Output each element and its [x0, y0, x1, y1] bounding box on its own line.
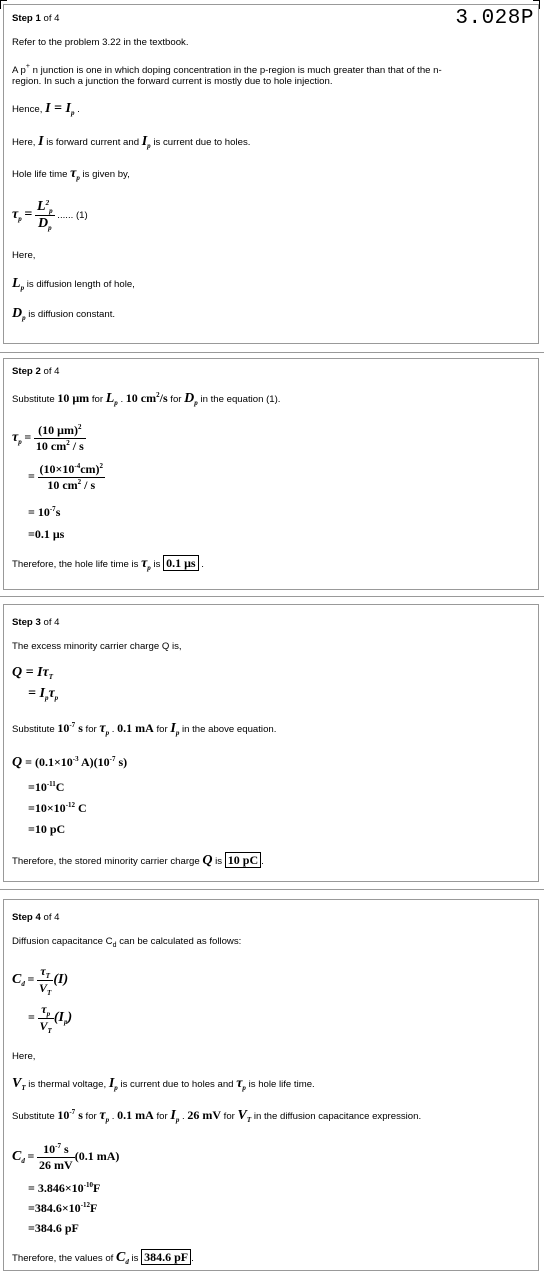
step-3-header: Step 3 of 4: [12, 617, 60, 628]
problem-id: 3.028P: [455, 7, 534, 30]
step-3-result-3: =10 pC: [28, 822, 66, 836]
divider-2: [0, 596, 544, 597]
divider-1: [0, 352, 544, 353]
step-1-intro: Refer to the problem 3.22 in the textbook.: [12, 37, 189, 48]
step-count: of 4: [43, 13, 60, 24]
divider-3: [0, 889, 544, 890]
eq-i-equals-ip: $I = I_p$: [45, 101, 75, 117]
step-1-pn-junction-line-1: A p+ n junction is one in which doping concentration in the p-region is much greater than that of the n-: [12, 63, 442, 76]
step-4-conclusion: Therefore, the values of $C_d$ is 384.6 pF .: [12, 1250, 194, 1266]
step-4-eq-cd: $C_d$ = $\frac{\tau_T}{V_T}$ (I): [12, 964, 69, 997]
step-1-pn-junction-line-2: region. In such a junction the forward current is mostly due to hole injection.: [12, 76, 333, 87]
step-label: Step: [12, 13, 33, 24]
step-1-equation-1: $\tau_p$ = $\frac{L^2_p}{D_p}$ ...... (1): [12, 199, 88, 232]
step-4-intro: Diffusion capacitance $C_d$ can be calculated as follows:: [12, 936, 242, 949]
step-4-result-2: $=384.6\times 10^{-12}F$: [28, 1201, 98, 1215]
step-2-conclusion: Therefore, the hole life time is $\tau_p$ is 0.1 μs .: [12, 556, 204, 572]
step-1-header: [12, 13, 60, 24]
step-4-eq-cd2: = $\frac{\tau_p}{V_T}$ $(I_p)$: [28, 1002, 73, 1035]
step-1-dp-desc: $D_p$ is diffusion constant.: [12, 306, 116, 322]
step-3-result-1: $=10^{-11}C$: [28, 780, 65, 794]
step-2-result-1: = $10^{-7}s$: [28, 505, 61, 519]
step-1-hole-life: Hole life time $\tau_p$ is given by,: [12, 166, 130, 182]
step-3-eq-q: $Q = I\tau_T$: [12, 665, 54, 681]
step-4-substitute: Substitute $10^{-7}$ s for $\tau_p$ . 0.1 mA for $I_p$ . 26 mV for $V_T$ in the diffusion capacitance expression.: [12, 1108, 422, 1124]
step-4-defs: $V_T$ is thermal voltage, $I_p$ is current due to holes and $\tau_p$ is hole life time.: [12, 1076, 315, 1092]
step-3-answer-box: 10 pC: [225, 852, 261, 868]
step-4-result-1: = $3.846\times 10^{-10}F$: [28, 1181, 101, 1195]
step-1-lp-desc: $L_p$ is diffusion length of hole,: [12, 276, 135, 292]
step-2-eq-line-1: $\tau_p$ = $\frac{(10 \mu m)^2}{10 cm^2 / s}$: [12, 423, 84, 453]
step-1-here2: Here,: [12, 250, 36, 261]
step-3-eq-sub: $Q = (0.1\times 10^{-3}$ $A)(10^{-7}$ s): [12, 755, 128, 770]
step-1-here-line: Here, I is forward current and $I_p$ is current due to holes.: [12, 134, 251, 150]
step-3-eq-q2: = $I_p\tau_p$: [28, 686, 59, 702]
step-3-intro: The excess minority carrier charge Q is,: [12, 641, 182, 652]
step-4-eq-sub: $C_d$ = $\frac{10^{-7} s}{26 mV}$ (0.1 mA): [12, 1142, 120, 1172]
step-4-answer-box: 384.6 pF: [141, 1249, 191, 1265]
step-4-here: Here,: [12, 1051, 36, 1062]
step-2-substitute: Substitute 10 μm for $L_p$ . 10 $cm^2/s$ for $D_p$ in the equation (1).: [12, 391, 281, 407]
step-number: 1: [35, 13, 41, 24]
step-1-hence: Hence, $I = I_p$ .: [12, 101, 80, 117]
step-4-header: Step 4 of 4: [12, 912, 60, 923]
step-3-result-2: $=10\times 10^{-12}$ C: [28, 801, 87, 815]
step-4-result-3: =384.6 pF: [28, 1221, 79, 1235]
step-2-result-2: =0.1 μs: [28, 527, 65, 541]
step-2-header: Step 2 of 4: [12, 366, 60, 377]
step-2-answer-box: 0.1 μs: [163, 555, 198, 571]
step-2-eq-line-2: = $\frac{(10\times 10^{-4}cm)^2}{10 cm^2 / s}$: [28, 462, 104, 492]
step-3-conclusion: Therefore, the stored minority carrier charge Q is 10 pC .: [12, 853, 264, 868]
step-3-substitute: Substitute $10^{-7}$ s for $\tau_p$ . 0.1 mA for $I_p$ in the above equation.: [12, 721, 277, 737]
